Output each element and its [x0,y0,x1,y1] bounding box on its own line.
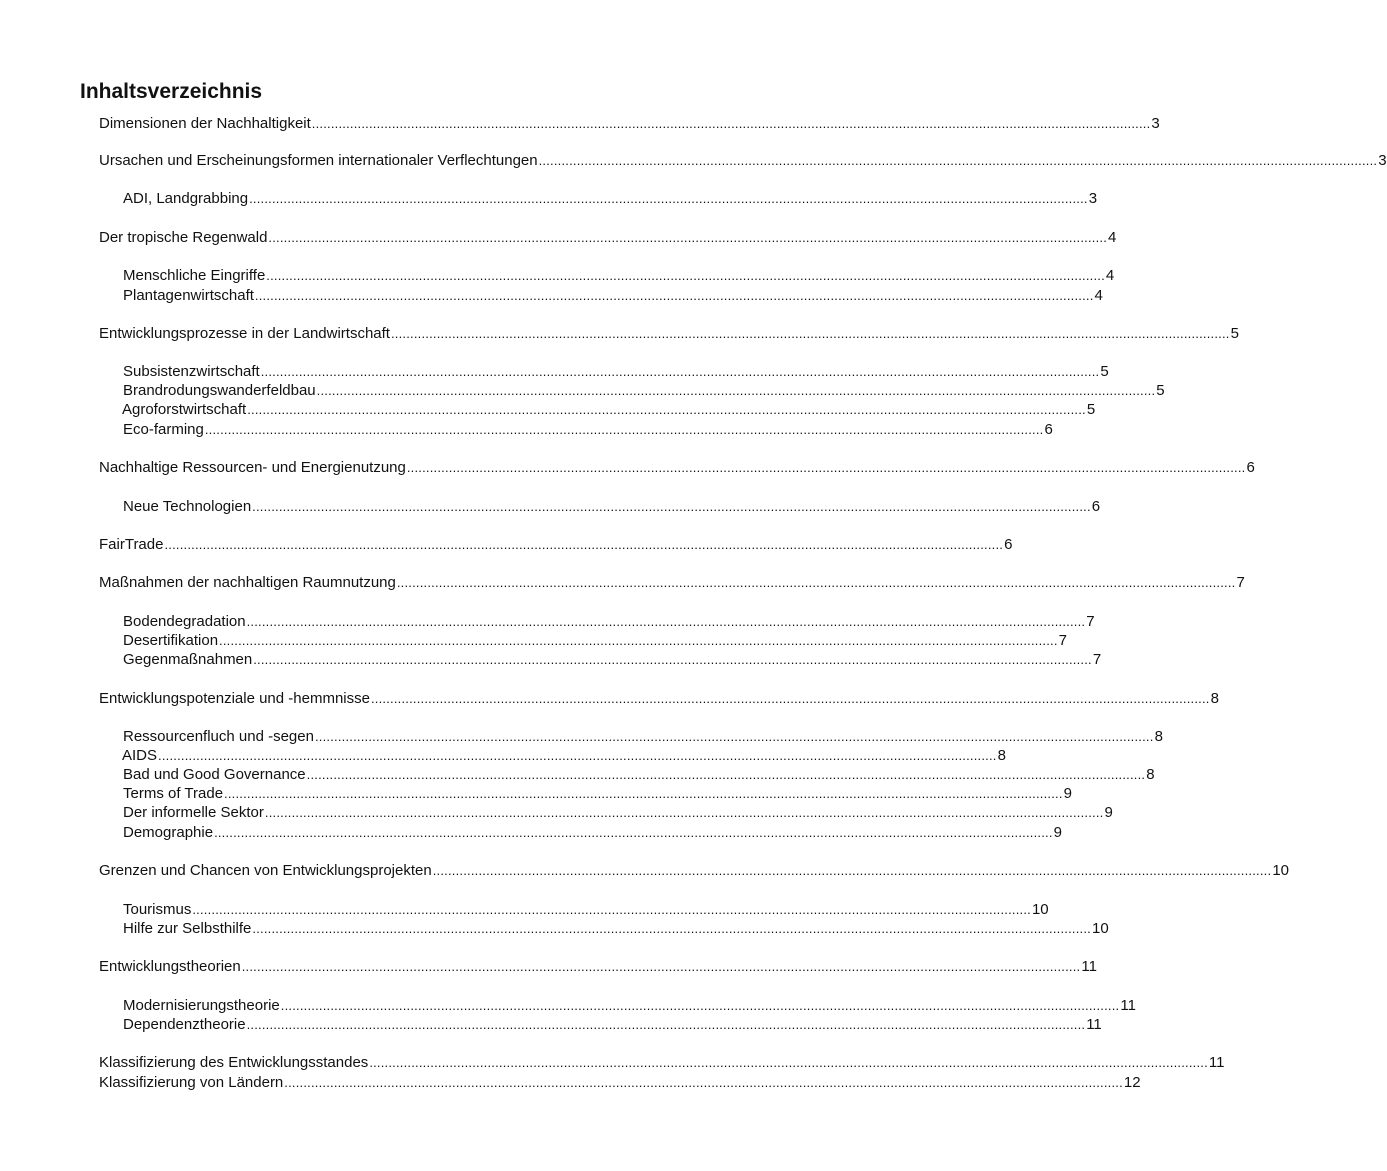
toc-page-number: 9 [1063,785,1072,802]
toc-entry[interactable] [99,957,1097,977]
page-title: Inhaltsverzeichnis [80,80,263,103]
toc-leader: ............................................................................................................................................................................................................................ [311,116,1151,131]
toc-page-number: 4 [1094,287,1103,304]
toc-leader: ............................................................................................................................................................................................................................ [241,959,1081,974]
toc-leader: ............................................................................................................................................................................................................................ [264,805,1104,820]
toc-entry-label: Dependenztheorie [123,1016,246,1033]
toc-page-number: 4 [1105,267,1115,284]
toc-entry-label: Der tropische Regenwald [99,229,268,246]
toc-leader: ............................................................................................................................................................................................................................ [369,1055,1208,1070]
toc-entry[interactable] [99,861,1289,881]
toc-page-number: 10 [1272,862,1289,879]
toc-leader: ............................................................................................................................................................................................................................ [249,191,1088,206]
toc-leader: ............................................................................................................................................................................................................................ [158,748,997,763]
toc-entry[interactable] [99,573,1245,593]
toc-entry[interactable] [123,900,1049,920]
toc-entry-label: Nachhaltige Ressourcen- und Energienutzung [99,459,406,476]
toc-entry[interactable] [123,286,1103,306]
toc-page-number: 8 [1146,766,1155,783]
toc-entry[interactable] [123,765,1155,785]
toc-entry-label: FairTrade [99,536,164,553]
toc-page-number: 5 [1086,401,1096,418]
toc-entry[interactable] [123,784,1072,804]
toc-entry[interactable] [99,114,1160,134]
toc-entry-label: Demographie [123,824,214,841]
toc-entry-label: Klassifizierung von Ländern [99,1074,284,1091]
toc-page-number: 11 [1120,997,1136,1014]
toc-entry-label: Bad und Good Governance [123,766,306,783]
toc-entry[interactable] [123,420,1053,440]
toc-page-number: 6 [1044,421,1053,438]
toc-page-number: 11 [1081,958,1097,975]
toc-page-number: 3 [1151,115,1160,132]
toc-leader: ............................................................................................................................................................................................................................ [247,402,1086,417]
toc-entry-label: Entwicklungstheorien [99,958,241,975]
toc-entry-label: ADI, Landgrabbing [123,190,249,207]
toc-entry[interactable] [123,1015,1102,1035]
toc-entry[interactable] [123,631,1067,651]
toc-page-number: 9 [1104,804,1113,821]
toc-leader: ............................................................................................................................................................................................................................ [254,288,1094,303]
toc-page-number: 4 [1108,229,1117,246]
toc-entry[interactable] [123,650,1102,670]
toc-leader: ............................................................................................................................................................................................................................ [246,1017,1086,1032]
toc-entry-label: Eco-farming [123,421,204,438]
toc-entry-label: Subsistenzwirtschaft [123,363,260,380]
toc-leader: ............................................................................................................................................................................................................................ [284,1075,1123,1090]
toc-entry-label: Dimensionen der Nachhaltigkeit [99,115,311,132]
toc-page-number: 3 [1088,190,1098,207]
toc-leader: ............................................................................................................................................................................................................................ [253,652,1092,667]
toc-page-number: 12 [1123,1074,1141,1091]
toc-leader: ............................................................................................................................................................................................................................ [192,902,1031,917]
toc-entry[interactable] [99,151,1387,171]
toc-leader: ............................................................................................................................................................................................................................ [214,825,1053,840]
toc-entry-label: Menschliche Eingriffe [123,267,266,284]
toc-page-number: 11 [1208,1054,1225,1071]
toc-leader: ............................................................................................................................................................................................................................ [268,230,1108,245]
toc-entry-label: Agroforstwirtschaft [122,401,247,418]
toc-entry-label: Terms of Trade [123,785,224,802]
toc-entry[interactable] [123,497,1101,517]
toc-entry[interactable] [99,1053,1225,1073]
toc-leader: ............................................................................................................................................................................................................................ [219,633,1058,648]
toc-page-number: 7 [1058,632,1067,649]
toc-entry[interactable] [123,266,1115,286]
toc-page-number: 6 [1004,536,1013,553]
toc-entry[interactable] [123,803,1113,823]
toc-leader: ............................................................................................................................................................................................................................ [280,998,1120,1013]
toc-entry[interactable] [123,189,1098,209]
toc-page-number: 7 [1092,651,1102,668]
toc-page-number: 5 [1100,363,1109,380]
toc-leader: ............................................................................................................................................................................................................................ [432,863,1272,878]
toc-page-number: 9 [1053,824,1063,841]
toc-entry[interactable] [123,612,1095,632]
toc-leader: ............................................................................................................................................................................................................................ [224,786,1063,801]
toc-page-number: 10 [1031,901,1049,918]
toc-leader: ............................................................................................................................................................................................................................ [396,575,1236,590]
toc-leader: ............................................................................................................................................................................................................................ [390,326,1230,341]
toc-entry-label: Bodendegradation [123,613,246,630]
toc-leader: ............................................................................................................................................................................................................................ [246,614,1086,629]
toc-entry-label: Gegenmaßnahmen [123,651,253,668]
toc-entry-label: Tourismus [123,901,192,918]
toc-page-number: 5 [1156,382,1165,399]
toc-entry[interactable] [123,996,1136,1016]
toc-entry-label: Maßnahmen der nachhaltigen Raumnutzung [99,574,396,591]
toc-page-number: 5 [1230,325,1239,342]
toc-entry[interactable] [99,324,1239,344]
toc-entry-label: Brandrodungswanderfeldbau [123,382,316,399]
toc-leader: ............................................................................................................................................................................................................................ [204,422,1044,437]
toc-leader: ............................................................................................................................................................................................................................ [316,383,1156,398]
toc-entry[interactable] [99,458,1255,478]
toc-entry[interactable] [123,823,1063,843]
toc-leader: ............................................................................................................................................................................................................................ [306,767,1146,782]
toc-entry-label: Hilfe zur Selbsthilfe [123,920,252,937]
toc-page-number: 7 [1086,613,1095,630]
toc-leader: ............................................................................................................................................................................................................................ [252,921,1091,936]
toc-leader: ............................................................................................................................................................................................................................ [314,729,1154,744]
toc-leader: ............................................................................................................................................................................................................................ [406,460,1246,475]
toc-entry-label: Ursachen und Erscheinungsformen internationaler Verflechtungen [99,152,538,169]
toc-leader: ............................................................................................................................................................................................................................ [164,537,1004,552]
toc-entry-label: Entwicklungspotenziale und -hemmnisse [99,690,370,707]
toc-entry[interactable] [123,727,1163,747]
toc-page-number: 3 [1378,152,1387,169]
toc-page-number: 7 [1236,574,1245,591]
toc-entry[interactable] [123,919,1109,939]
toc-page-number: 10 [1092,920,1109,937]
toc-leader: ............................................................................................................................................................................................................................ [266,268,1105,283]
toc-entry-label: Modernisierungstheorie [123,997,280,1014]
toc-page-number: 8 [997,747,1006,764]
toc-entry[interactable] [99,689,1219,709]
toc-page-number: 11 [1086,1016,1102,1033]
toc-entry-label: Entwicklungsprozesse in der Landwirtschaft [99,325,390,342]
toc-entry-label: Klassifizierung des Entwicklungsstandes [99,1054,369,1071]
toc-page-number: 6 [1246,459,1255,476]
toc-entry-label: AIDS [122,747,158,764]
toc-entry-label: Desertifikation [123,632,219,649]
toc-entry[interactable] [99,1073,1141,1093]
toc-entry[interactable] [123,381,1165,401]
toc-leader: ............................................................................................................................................................................................................................ [370,691,1210,706]
toc-page-number: 6 [1091,498,1101,515]
toc-leader: ............................................................................................................................................................................................................................ [538,153,1378,168]
toc-entry-label: Der informelle Sektor [123,804,264,821]
toc-entry[interactable] [99,535,1013,555]
toc-leader: ............................................................................................................................................................................................................................ [252,499,1091,514]
toc-entry-label: Neue Technologien [123,498,252,515]
toc-entry-label: Plantagenwirtschaft [123,287,254,304]
toc-entry[interactable] [123,362,1109,382]
toc-entry-label: Grenzen und Chancen von Entwicklungsprojekten [99,862,432,879]
toc-entry[interactable] [122,746,1006,766]
toc-page-number: 8 [1154,728,1163,745]
toc-entry[interactable] [99,228,1117,248]
toc-entry-label: Ressourcenfluch und -segen [123,728,314,745]
toc-leader: ............................................................................................................................................................................................................................ [260,364,1100,379]
toc-entry[interactable] [122,400,1096,420]
toc-page-number: 8 [1210,690,1219,707]
